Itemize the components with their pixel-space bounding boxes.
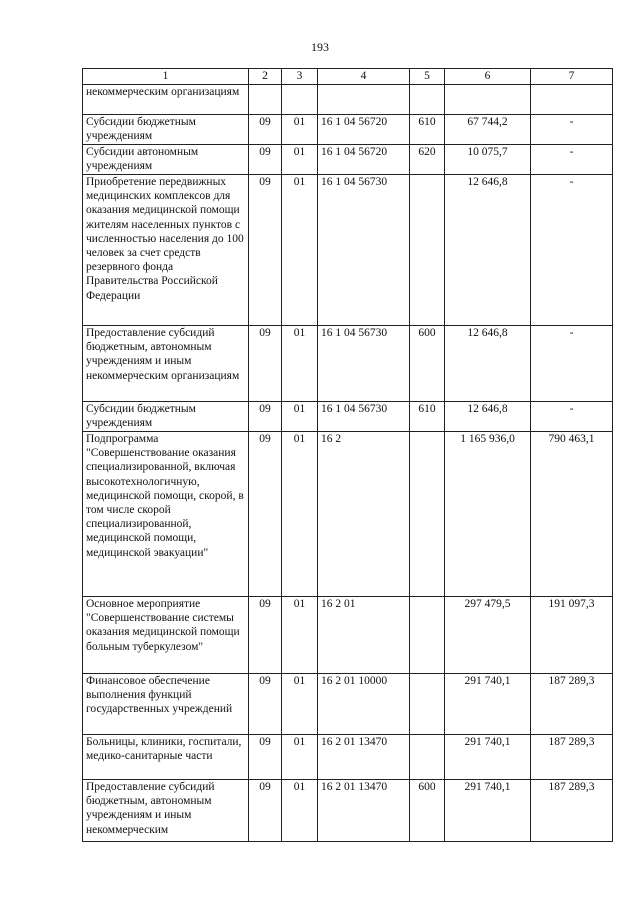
row-amount-2: 187 289,3	[531, 735, 613, 780]
row-section: 09	[249, 432, 282, 597]
row-section: 09	[249, 674, 282, 735]
row-section: 09	[249, 597, 282, 674]
row-expense-type	[410, 674, 445, 735]
row-expense-type: 610	[410, 115, 445, 145]
header-col-4: 4	[318, 69, 410, 85]
table-row	[83, 735, 613, 780]
row-subsection: 01	[282, 780, 318, 842]
row-amount-1: 12 646,8	[445, 175, 531, 326]
row-expense-type: 620	[410, 145, 445, 175]
row-amount-2	[531, 85, 613, 115]
row-subsection: 01	[282, 115, 318, 145]
row-target-article: 16 1 04 56720	[318, 145, 410, 175]
row-target-article: 16 1 04 56730	[318, 402, 410, 432]
row-name: Предоставление субсидий бюджетным, автономным учреждениям и иным некоммерческим организациям	[83, 326, 249, 402]
row-amount-1: 297 479,5	[445, 597, 531, 674]
table-row	[83, 175, 613, 326]
row-subsection: 01	[282, 674, 318, 735]
row-name: Подпрограмма "Совершенствование оказания специализированной, включая высокотехнологичную, медицинской помощи, скорой, в том числе скорой специализированной, медицинской помощи, медицинской эвакуации"	[83, 432, 249, 597]
row-expense-type	[410, 597, 445, 674]
row-amount-2: 790 463,1	[531, 432, 613, 597]
row-expense-type	[410, 735, 445, 780]
row-amount-1	[445, 85, 531, 115]
row-amount-2: -	[531, 145, 613, 175]
row-amount-1: 10 075,7	[445, 145, 531, 175]
row-expense-type	[410, 175, 445, 326]
row-expense-type	[410, 85, 445, 115]
row-target-article: 16 1 04 56720	[318, 115, 410, 145]
row-name: Финансовое обеспечение выполнения функций государственных учреждений	[83, 674, 249, 735]
row-amount-2: -	[531, 175, 613, 326]
row-amount-1: 67 744,2	[445, 115, 531, 145]
header-col-2: 2	[249, 69, 282, 85]
row-section: 09	[249, 175, 282, 326]
row-expense-type: 600	[410, 326, 445, 402]
table-row	[83, 674, 613, 735]
row-name: некоммерческим организациям	[83, 85, 249, 115]
header-row	[83, 69, 613, 85]
row-amount-2: -	[531, 402, 613, 432]
row-name: Больницы, клиники, госпитали, медико-санитарные части	[83, 735, 249, 780]
row-amount-1: 12 646,8	[445, 402, 531, 432]
row-target-article: 16 2 01 10000	[318, 674, 410, 735]
table-row	[83, 145, 613, 175]
row-target-article: 16 1 04 56730	[318, 175, 410, 326]
row-section: 09	[249, 326, 282, 402]
row-name: Приобретение передвижных медицинских комплексов для оказания медицинской помощи жителям населенных пунктов с численностью населения до 100 человек за счет средств резервного фонда Правительства Российской Федерации	[83, 175, 249, 326]
table-body	[83, 85, 613, 842]
table-row	[83, 597, 613, 674]
table-row	[83, 402, 613, 432]
header-col-7: 7	[531, 69, 613, 85]
row-section: 09	[249, 735, 282, 780]
header-col-1: 1	[83, 69, 249, 85]
row-name: Предоставление субсидий бюджетным, автономным учреждениям и иным некоммерческим	[83, 780, 249, 842]
row-amount-2: 187 289,3	[531, 780, 613, 842]
row-subsection: 01	[282, 326, 318, 402]
row-subsection: 01	[282, 175, 318, 326]
table-row	[83, 115, 613, 145]
row-name: Субсидии бюджетным учреждениям	[83, 402, 249, 432]
row-subsection: 01	[282, 145, 318, 175]
row-section: 09	[249, 780, 282, 842]
row-target-article	[318, 85, 410, 115]
row-target-article: 16 1 04 56730	[318, 326, 410, 402]
row-target-article: 16 2 01 13470	[318, 735, 410, 780]
row-target-article: 16 2	[318, 432, 410, 597]
table-header	[83, 69, 613, 85]
row-subsection: 01	[282, 402, 318, 432]
row-section: 09	[249, 115, 282, 145]
row-expense-type	[410, 432, 445, 597]
row-amount-1: 291 740,1	[445, 735, 531, 780]
row-subsection: 01	[282, 432, 318, 597]
row-amount-1: 1 165 936,0	[445, 432, 531, 597]
row-expense-type: 600	[410, 780, 445, 842]
header-col-3: 3	[282, 69, 318, 85]
row-section: 09	[249, 145, 282, 175]
budget-table	[82, 68, 613, 842]
table-row	[83, 85, 613, 115]
row-target-article: 16 2 01 13470	[318, 780, 410, 842]
table-row	[83, 326, 613, 402]
page-number: 193	[311, 40, 329, 54]
header-col-5: 5	[410, 69, 445, 85]
row-name: Основное мероприятие "Совершенствование системы оказания медицинской помощи больным туберкулезом"	[83, 597, 249, 674]
header-col-6: 6	[445, 69, 531, 85]
row-section: 09	[249, 402, 282, 432]
row-amount-2: -	[531, 326, 613, 402]
row-amount-1: 291 740,1	[445, 674, 531, 735]
row-amount-1: 12 646,8	[445, 326, 531, 402]
row-expense-type: 610	[410, 402, 445, 432]
row-name: Субсидии автономным учреждениям	[83, 145, 249, 175]
row-subsection: 01	[282, 597, 318, 674]
row-amount-2: 191 097,3	[531, 597, 613, 674]
row-amount-2: -	[531, 115, 613, 145]
row-amount-1: 291 740,1	[445, 780, 531, 842]
table-row	[83, 432, 613, 597]
row-amount-2: 187 289,3	[531, 674, 613, 735]
row-name: Субсидии бюджетным учреждениям	[83, 115, 249, 145]
row-subsection: 01	[282, 735, 318, 780]
row-subsection	[282, 85, 318, 115]
row-target-article: 16 2 01	[318, 597, 410, 674]
table-row	[83, 780, 613, 842]
row-section	[249, 85, 282, 115]
